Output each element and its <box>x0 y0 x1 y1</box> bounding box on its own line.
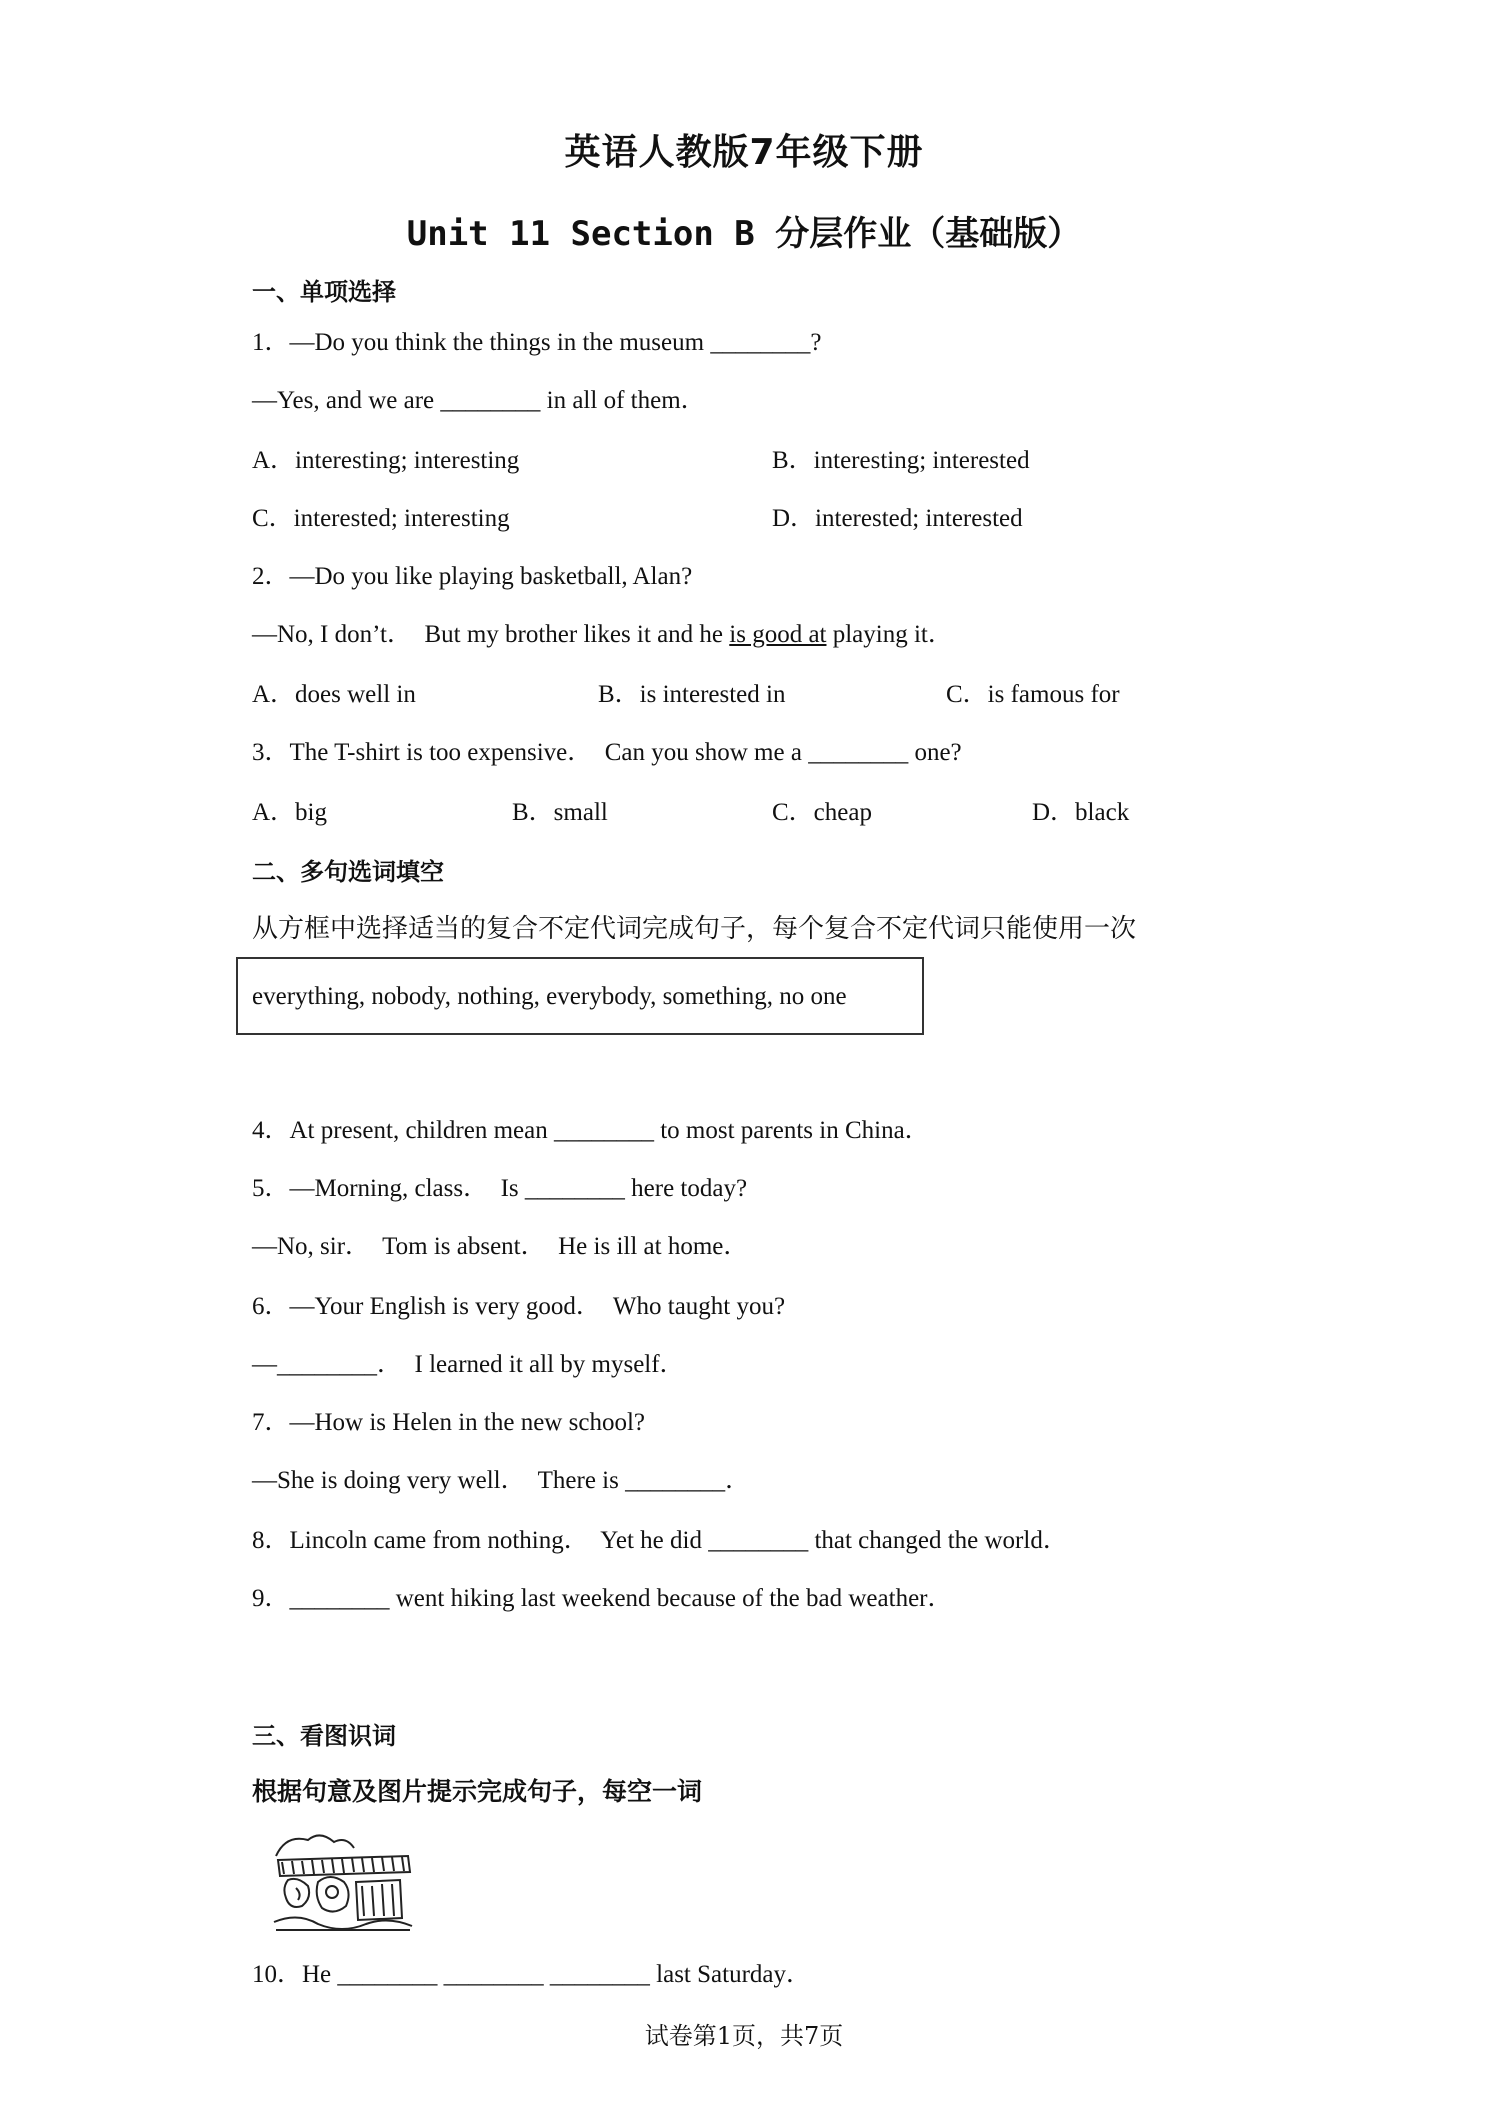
question-5-prompt: 5．—Morning, class． Is ________ here today? <box>252 1175 748 1202</box>
section-2-instruction: 从方框中选择适当的复合不定代词完成句子，每个复合不定代词只能使用一次 <box>252 914 1137 944</box>
question-1-prompt: 1．—Do you think the things in the museum ________? <box>252 329 822 356</box>
question-3-option-b[interactable]: B．small <box>512 799 608 826</box>
question-9: 9．________ went hiking last weekend because of the bad weather． <box>252 1585 953 1612</box>
question-2-response <box>252 614 953 650</box>
question-2-option-c[interactable]: C．is famous for <box>946 681 1120 708</box>
question-7-prompt: 7．—How is Helen in the new school? <box>252 1409 645 1436</box>
section-heading-3: 三、看图识词 <box>252 1722 396 1750</box>
page-title: 英语人教版7年级下册 <box>564 132 924 173</box>
question-3-option-d[interactable]: D．black <box>1032 799 1130 826</box>
question-6-response: —________． I learned it all by myself． <box>252 1351 685 1378</box>
section-3-instruction: 根据句意及图片提示完成句子，每空一词 <box>252 1777 703 1806</box>
question-1-option-c[interactable]: C．interested; interesting <box>252 505 510 532</box>
question-2-option-a[interactable]: A．does well in <box>252 681 416 708</box>
question-1-response: —Yes, and we are ________ in all of them． <box>252 387 706 414</box>
question-3-prompt: 3．The T-shirt is too expensive． Can you show me a ________ one? <box>252 739 962 766</box>
question-7-response: —She is doing very well． There is ________． <box>252 1467 751 1494</box>
question-8: 8．Lincoln came from nothing． Yet he did ________ that changed the world． <box>252 1527 1068 1554</box>
question-5-response: —No, sir． Tom is absent． He is ill at home． <box>252 1233 749 1260</box>
page-subtitle: Unit 11 Section B 分层作业（基础版） <box>406 214 1082 254</box>
page-footer: 试卷第1页，共7页 <box>644 2022 844 2050</box>
question-3-option-c[interactable]: C．cheap <box>772 799 872 826</box>
question-3-option-a[interactable]: A．big <box>252 799 328 826</box>
question-1-option-b[interactable]: B．interesting; interested <box>772 447 1030 474</box>
question-2-response-pre: —No, I don’t． But my brother likes it and he <box>252 621 730 648</box>
question-1-option-a[interactable]: A．interesting; interesting <box>252 447 520 474</box>
section-heading-2: 二、多句选词填空 <box>252 858 444 886</box>
word-box-text: everything, nobody, nothing, everybody, something, no one <box>252 983 847 1010</box>
question-2-prompt: 2．—Do you like playing basketball, Alan? <box>252 563 693 590</box>
word-box <box>236 957 924 1035</box>
question-2-response-post: playing it． <box>826 621 953 648</box>
question-10: 10．He ________ ________ ________ last Saturday． <box>252 1961 811 1988</box>
section-heading-1: 一、单项选择 <box>252 278 396 306</box>
question-2-option-b[interactable]: B．is interested in <box>598 681 786 708</box>
underlined-phrase: is good at <box>729 621 827 648</box>
question-1-option-d[interactable]: D．interested; interested <box>772 505 1023 532</box>
question-4: 4．At present, children mean ________ to most parents in China． <box>252 1117 930 1144</box>
question-6-prompt: 6．—Your English is very good． Who taught you? <box>252 1293 786 1320</box>
farm-sketch-icon <box>268 1826 418 1936</box>
